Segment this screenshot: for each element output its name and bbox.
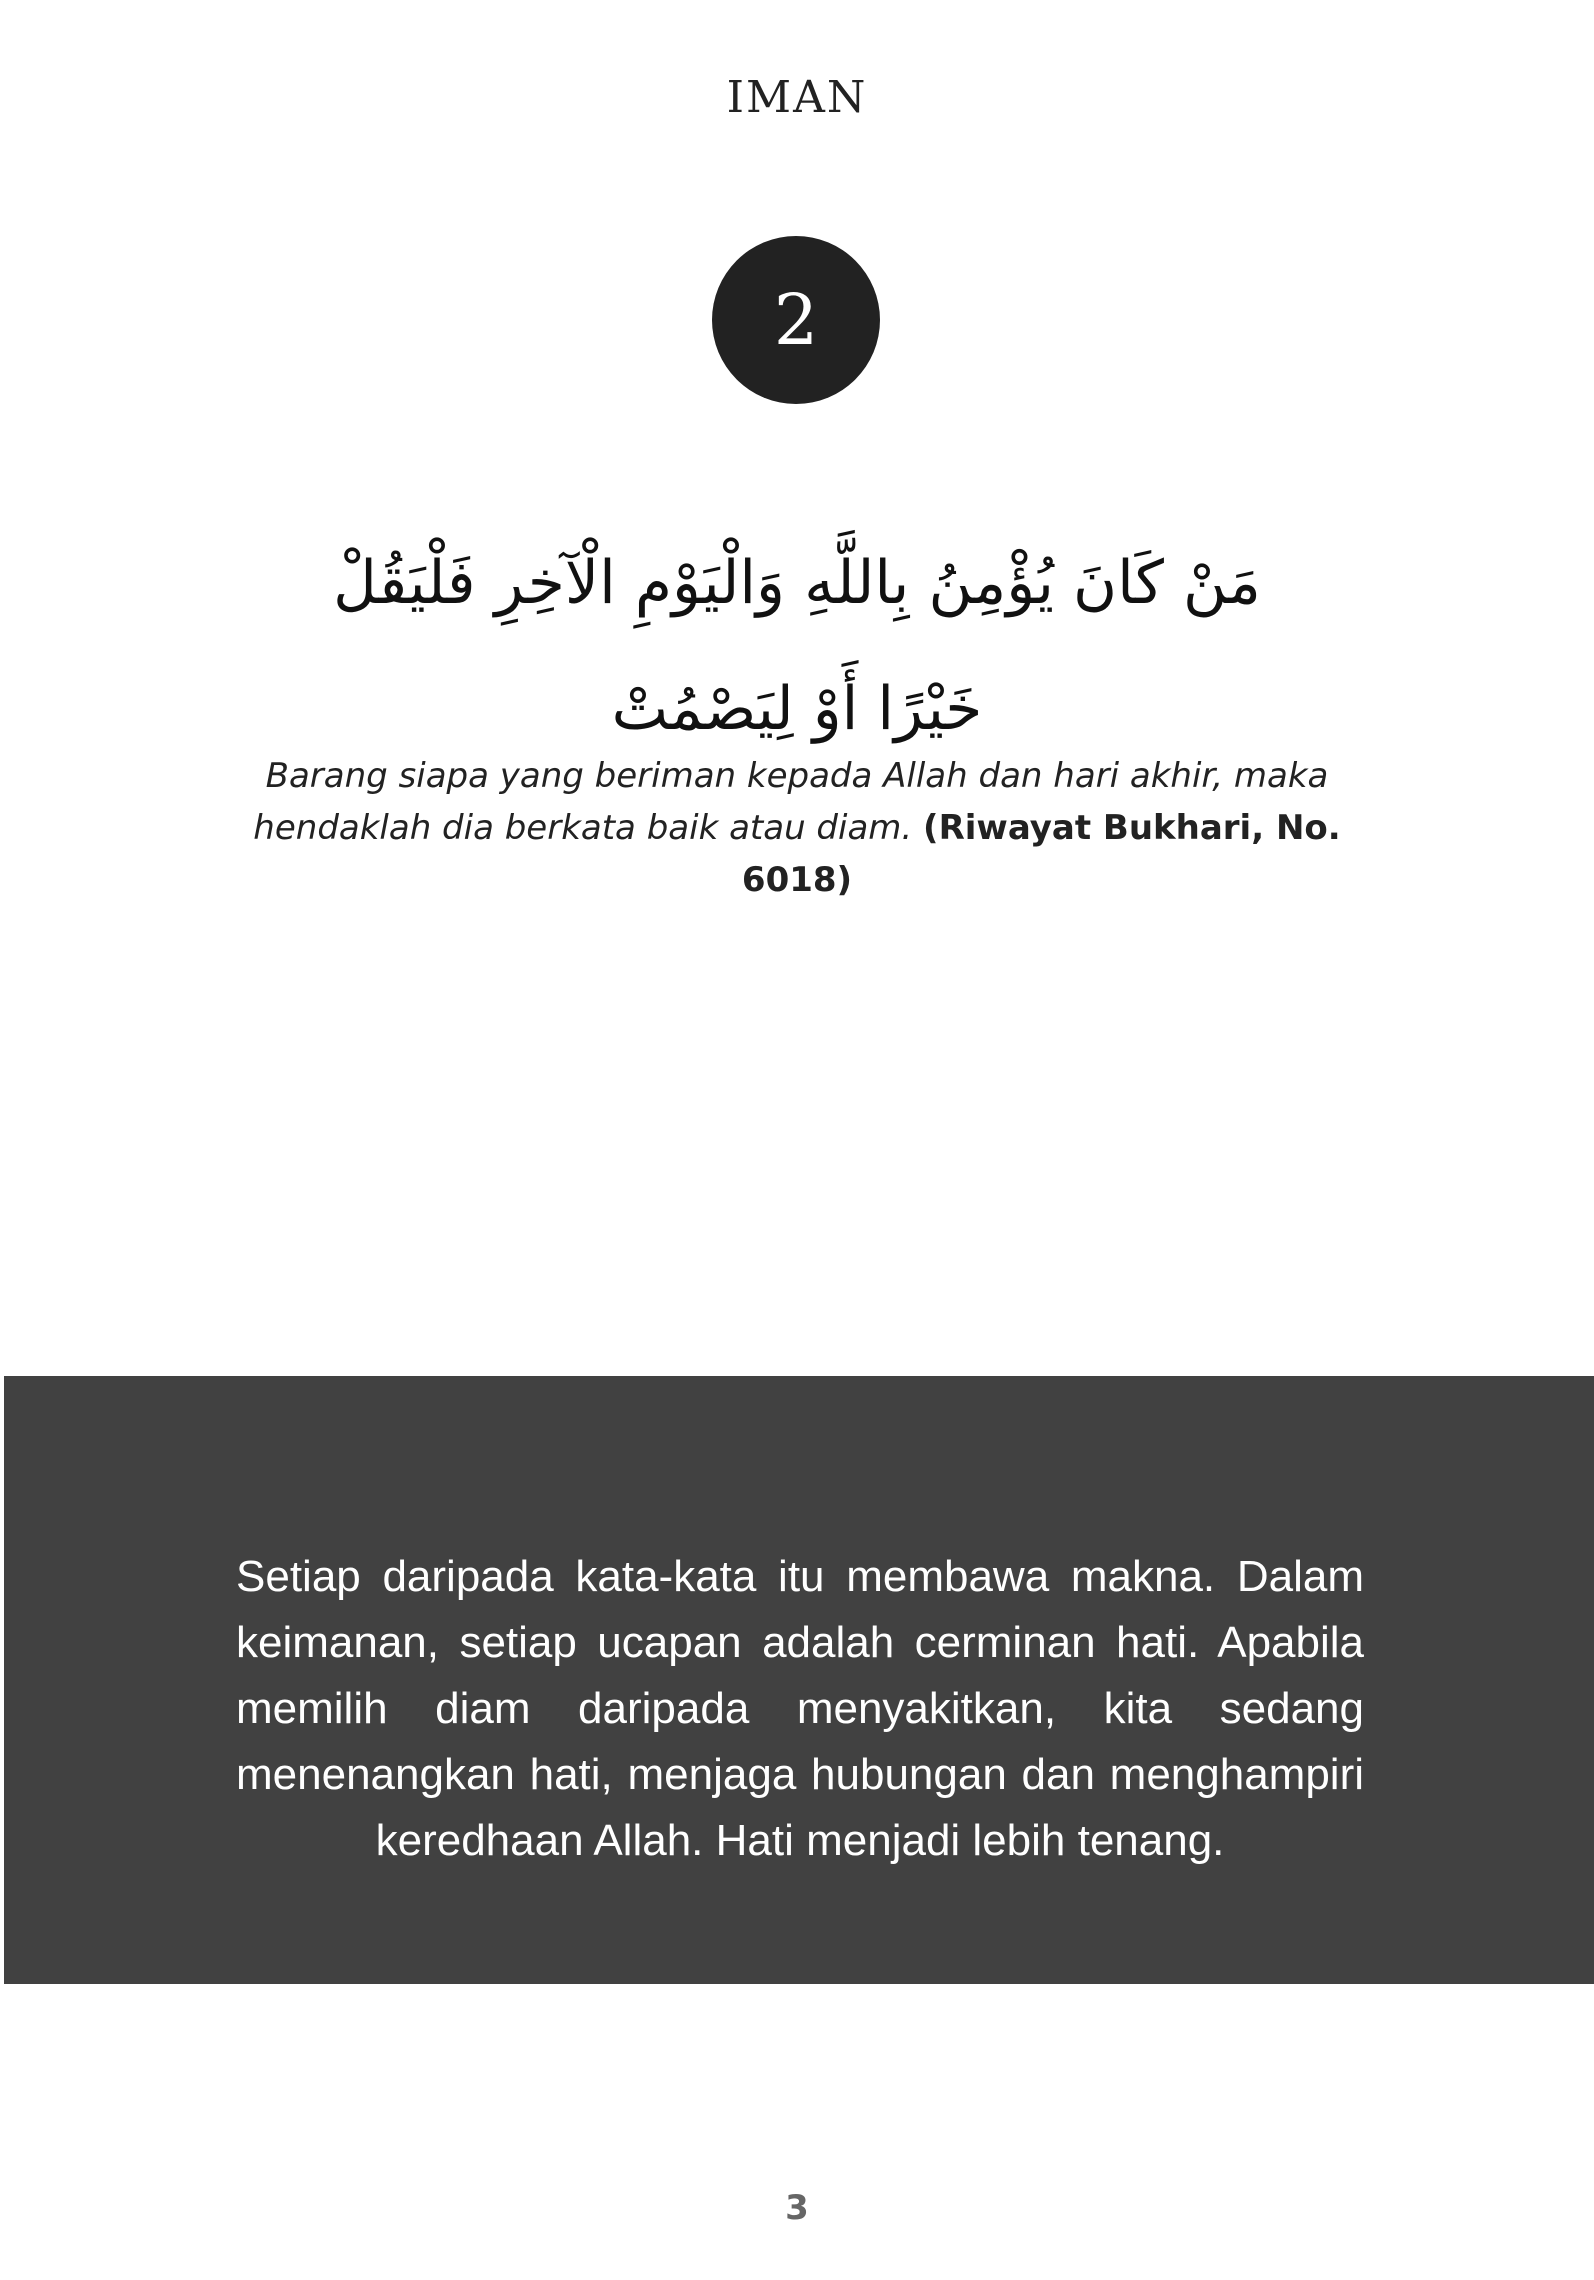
reflection-panel bbox=[4, 1376, 1594, 1984]
page-number: 3 bbox=[785, 2188, 809, 2228]
hadith-source: (Riwayat Bukhari, No. 6018) bbox=[741, 808, 1341, 900]
hadith-number-badge bbox=[712, 236, 880, 404]
hadith-translation-block bbox=[240, 750, 1354, 906]
reflection-text: Setiap daripada kata-kata itu membawa makna. Dalam keimanan, setiap ucapan adalah cerminan hati. Apabila memilih diam daripada menyakitkan, kita sedang menenangkan hati, menjaga hubungan dan menghampiri keredhaan Allah. Hati menjadi lebih tenang. bbox=[236, 1552, 1364, 1865]
hadith-number: 2 bbox=[773, 279, 819, 361]
hadith-translation: Barang siapa yang beriman kepada Allah dan hari akhir, maka hendaklah dia berkata baik atau diam. bbox=[253, 756, 1329, 848]
hadith-arabic-text: مَنْ كَانَ يُؤْمِنُ بِاللَّهِ وَالْيَوْمِ الْآخِرِ فَلْيَقُلْ خَيْرًا أَوْ لِيَصْمُتْ bbox=[333, 548, 1261, 744]
section-title: IMAN bbox=[726, 72, 868, 123]
